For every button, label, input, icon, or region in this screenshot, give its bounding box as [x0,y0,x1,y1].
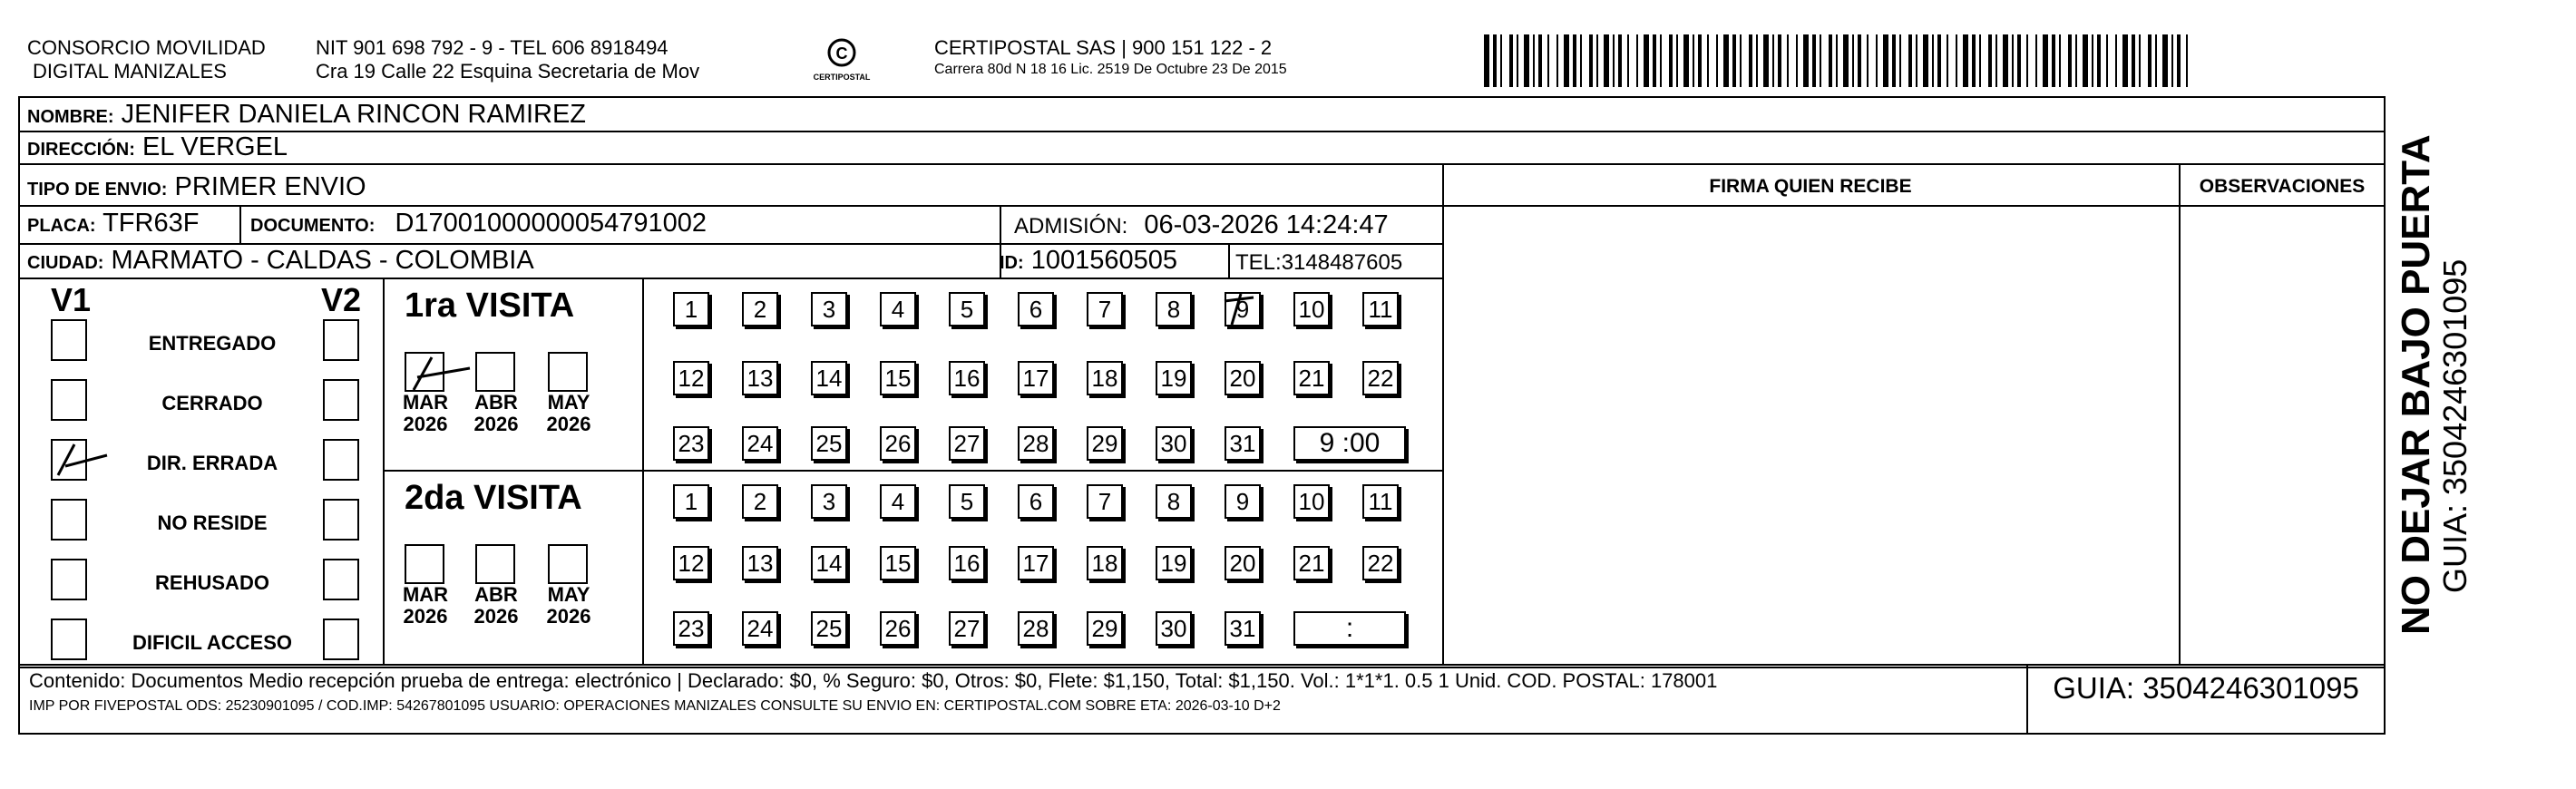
carrier-block: CERTIPOSTAL SAS | 900 151 122 - 2 Carrera 80d N 18 16 Lic. 2519 De Octubre 23 De 2015 [934,36,1287,77]
day-checkbox[interactable]: 23 [673,611,709,646]
day-checkbox[interactable]: 12 [673,546,709,580]
month-label: MAY 2026 [546,391,591,435]
id-row: ID: 1001560505 [1000,246,1178,275]
observaciones-label: OBSERVACIONES [2199,176,2366,197]
day-checkbox[interactable]: 24 [742,611,778,646]
month-checkbox[interactable] [475,352,515,392]
status-label: REHUSADO [155,571,269,594]
day-checkbox[interactable]: 14 [811,361,847,395]
day-checkbox[interactable]: 21 [1293,361,1330,395]
certipostal-logo: C CERTIPOSTAL [815,34,869,89]
month-checkbox[interactable] [405,544,444,584]
day-checkbox[interactable]: 20 [1225,546,1261,580]
day-checkbox[interactable]: 3 [811,292,847,326]
v1-label: V1 [51,281,92,318]
day-checkbox[interactable]: 29 [1087,426,1123,461]
month-checkbox[interactable] [475,544,515,584]
admision-row: ADMISIÓN: 06-03-2026 14:24:47 [1014,210,1389,239]
day-checkbox[interactable]: 6 [1018,292,1054,326]
day-checkbox[interactable]: 30 [1156,426,1192,461]
day-checkbox[interactable]: 10 [1293,292,1330,326]
day-checkbox[interactable]: 17 [1018,361,1054,395]
day-checkbox[interactable]: 26 [880,426,916,461]
no-dejar-warning: NO DEJAR BAJO PUERTA [2394,134,2438,635]
day-checkbox[interactable]: 5 [949,292,985,326]
tipo-envio-value: PRIMER ENVIO [174,172,366,201]
ciudad-row: CIUDAD: MARMATO - CALDAS - COLOMBIA [27,246,534,275]
id-value: 1001560505 [1030,246,1178,275]
ciudad-value: MARMATO - CALDAS - COLOMBIA [111,246,534,275]
day-checkbox[interactable]: 16 [949,361,985,395]
nombre-value: JENIFER DANIELA RINCON RAMIREZ [121,100,587,129]
v2-checkbox[interactable] [323,319,359,361]
v2-checkbox[interactable] [323,499,359,541]
day-checkbox[interactable]: 1 [673,292,709,326]
svg-text:C: C [835,44,848,63]
day-checkbox[interactable]: 21 [1293,546,1330,580]
day-checkbox[interactable]: 13 [742,546,778,580]
day-checkbox[interactable]: 8 [1156,484,1192,519]
day-checkbox[interactable]: 26 [880,611,916,646]
day-checkbox[interactable]: 4 [880,484,916,519]
company-name: CONSORCIO MOVILIDAD DIGITAL MANIZALES [27,36,266,83]
day-checkbox[interactable]: 1 [673,484,709,519]
day-checkbox[interactable]: 22 [1362,546,1399,580]
day-checkbox[interactable]: 30 [1156,611,1192,646]
day-checkbox[interactable]: 25 [811,611,847,646]
day-checkbox[interactable]: 17 [1018,546,1054,580]
footer-imp: IMP POR FIVEPOSTAL ODS: 25230901095 / COD.IMP: 54267801095 USUARIO: OPERACIONES MANIZALES CONSULTE SU ENVIO EN: CERTIPOSTAL.COM SOBRE ETA: 2026-03-10 D+2 [29,698,1281,714]
day-checkbox[interactable]: 29 [1087,611,1123,646]
v1-checkbox[interactable] [51,379,87,421]
barcode [1478,34,2204,87]
day-checkbox[interactable]: 2 [742,292,778,326]
day-checkbox[interactable]: 22 [1362,361,1399,395]
documento-value: D17001000000054791002 [395,209,707,238]
day-checkbox[interactable]: 14 [811,546,847,580]
status-label: ENTREGADO [148,332,277,355]
company-nit-block: NIT 901 698 792 - 9 - TEL 606 8918494 Cra 19 Calle 22 Esquina Secretaria de Mov [316,36,700,83]
month-checkbox[interactable] [548,352,588,392]
day-checkbox[interactable]: 24 [742,426,778,461]
placa-value: TFR63F [102,209,200,238]
tel-row: TEL:3148487605 [1235,250,1403,275]
day-checkbox[interactable]: 20 [1225,361,1261,395]
status-label: NO RESIDE [157,511,268,534]
day-checkbox[interactable]: 31 [1225,611,1261,646]
day-checkbox[interactable]: 9 [1225,484,1261,519]
admision-value: 06-03-2026 14:24:47 [1144,210,1389,239]
day-checkbox[interactable]: 13 [742,361,778,395]
v2-checkbox[interactable] [323,559,359,600]
day-checkbox[interactable]: 5 [949,484,985,519]
v1-checkbox[interactable] [51,559,87,600]
day-checkbox[interactable]: 4 [880,292,916,326]
day-checkbox[interactable]: 6 [1018,484,1054,519]
footer-guia: GUIA: 3504246301095 [2053,671,2359,705]
month-label: MAY 2026 [546,583,591,628]
first-visit-title: 1ra VISITA [405,287,575,325]
day-checkbox[interactable]: 19 [1156,361,1192,395]
v1-checkbox[interactable] [51,439,87,481]
day-checkbox[interactable]: 12 [673,361,709,395]
day-checkbox[interactable]: 18 [1087,546,1123,580]
day-checkbox[interactable]: 9 [1225,292,1261,326]
status-label: CERRADO [161,392,263,414]
side-guia: GUIA: 3504246301095 [2436,258,2474,593]
day-checkbox[interactable]: 15 [880,361,916,395]
side-notice [2395,134,2473,635]
visit-time-field[interactable]: : [1293,611,1406,646]
month-label: MAR 2026 [402,583,449,628]
day-checkbox[interactable]: 27 [949,426,985,461]
day-checkbox[interactable]: 19 [1156,546,1192,580]
day-checkbox[interactable]: 23 [673,426,709,461]
visit-time-field[interactable]: 9 :00 [1293,426,1406,461]
day-checkbox[interactable]: 11 [1362,484,1399,519]
day-checkbox[interactable]: 25 [811,426,847,461]
v2-checkbox[interactable] [323,439,359,481]
day-checkbox[interactable]: 31 [1225,426,1261,461]
day-checkbox[interactable]: 28 [1018,426,1054,461]
v1-checkbox[interactable] [51,499,87,541]
direccion-row: DIRECCIÓN: EL VERGEL [27,132,288,161]
day-checkbox[interactable]: 2 [742,484,778,519]
day-checkbox[interactable]: 11 [1362,292,1399,326]
month-checkbox[interactable] [548,544,588,584]
day-checkbox[interactable]: 10 [1293,484,1330,519]
day-checkbox[interactable]: 3 [811,484,847,519]
status-label: DIR. ERRADA [146,452,278,474]
month-label: MAR 2026 [402,391,449,435]
observaciones-area[interactable] [2181,207,2384,662]
day-checkbox[interactable]: 16 [949,546,985,580]
v2-label: V2 [321,281,362,318]
firma-label: FIRMA QUIEN RECIBE [1709,176,1912,197]
status-label: DIFICIL ACCESO [132,631,292,654]
day-checkbox[interactable]: 7 [1087,292,1123,326]
v2-checkbox[interactable] [323,379,359,421]
second-visit-title: 2da VISITA [405,479,582,517]
day-checkbox[interactable]: 28 [1018,611,1054,646]
month-label: ABR 2026 [473,583,519,628]
v1-checkbox[interactable] [51,319,87,361]
day-checkbox[interactable]: 15 [880,546,916,580]
tel-value: 3148487605 [1281,250,1403,275]
day-checkbox[interactable]: 27 [949,611,985,646]
day-checkbox[interactable]: 18 [1087,361,1123,395]
signature-area[interactable] [1444,207,2177,662]
placa-row: PLACA: TFR63F [27,209,200,238]
direccion-value: EL VERGEL [141,132,288,161]
day-checkbox[interactable]: 7 [1087,484,1123,519]
v2-checkbox[interactable] [323,619,359,660]
documento-row: DOCUMENTO: D17001000000054791002 [250,209,707,238]
tipo-envio-row: TIPO DE ENVIO: PRIMER ENVIO [27,172,366,201]
day-checkbox[interactable]: 8 [1156,292,1192,326]
nombre-row: NOMBRE: JENIFER DANIELA RINCON RAMIREZ [27,100,587,129]
footer-contenido: Contenido: Documentos Medio recepción prueba de entrega: electrónico | Declarado: $0, % Seguro: $0, Otros: $0, Flete: $1,150, Total: $1,150. Vol.: 1*1*1. 0.5 1 Unid. COD. POSTAL: 178001 [29,669,1718,692]
v1-checkbox[interactable] [51,619,87,660]
month-label: ABR 2026 [473,391,519,435]
month-checkbox[interactable] [405,352,444,392]
